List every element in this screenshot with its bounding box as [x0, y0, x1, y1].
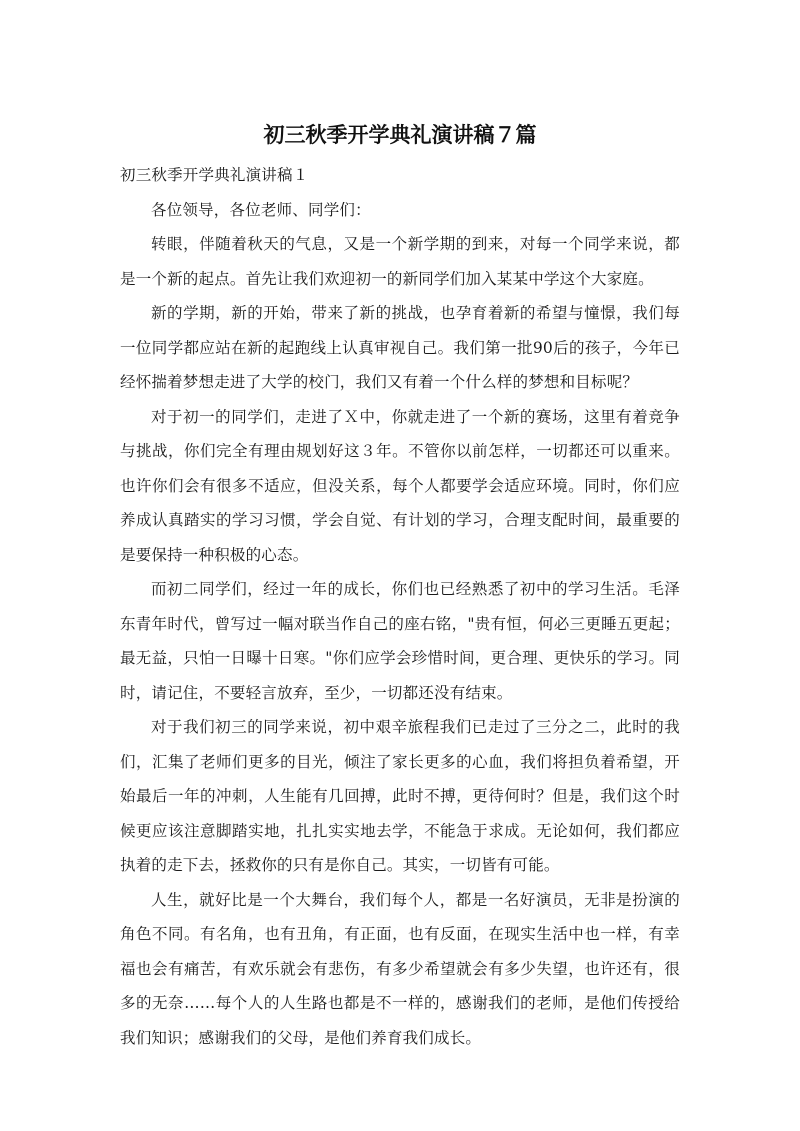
paragraph-greeting: 各位领导，各位老师、同学们： — [151, 200, 371, 219]
paragraph: 人生，就好比是一个大舞台，我们每个人，都是一名好演员，无非是扮演的角色不同。有名角，也有丑角，有正面，也有反面，在现实生活中也一样，有幸福也会有痛苦，有欢乐就会有悲伤，有多少希望就会有多少失望，也许还有，很多的无奈……每个人的人生路也都是不一样的，感谢我们的老师，是他们传授给我们知识；感谢我们的父母，是他们养育我们成长。 — [120, 890, 680, 1047]
paragraph: 新的学期，新的开始，带来了新的挑战，也孕育着新的希望与憧憬，我们每一位同学都应站在新的起跑线上认真审视自己。我们第一批90后的孩子，今年已经怀揣着梦想走进了大学的校门，我们又有着一个什么样的梦想和目标呢？ — [120, 304, 680, 391]
paragraph: 转眼，伴随着秋天的气息，又是一个新学期的到来，对每一个同学来说，都是一个新的起点。首先让我们欢迎初一的新同学们加入某某中学这个大家庭。 — [120, 235, 680, 288]
paragraph: 而初二同学们，经过一年的成长，你们也已经熟悉了初中的学习生活。毛泽东青年时代，曾写过一幅对联当作自己的座右铭，"贵有恒，何必三更睡五更起；最无益，只怕一日曝十日寒。"你们应学会珍惜时间，更合理、更快乐的学习。同时，请记住，不要轻言放弃，至少，一切都还没有结束。 — [120, 580, 680, 702]
paragraph: 对于我们初三的同学来说，初中艰辛旅程我们已走过了三分之二，此时的我们，汇集了老师们更多的目光，倾注了家长更多的心血，我们将担负着希望，开始最后一年的冲刺，人生能有几回搏，此时不搏，更待何时？但是，我们这个时候更应该注意脚踏实地，扎扎实实地去学，不能急于求成。无论如何，我们都应执着的走下去，拯救你的只有是你自己。其实，一切皆有可能。 — [120, 718, 680, 874]
section-heading: 初三秋季开学典礼演讲稿１ — [120, 166, 309, 184]
paragraph: 对于初一的同学们，走进了Ｘ中，你就走进了一个新的赛场，这里有着竞争与挑战，你们完全有理由规划好这３年。不管你以前怎样，一切都还可以重来。也许你们会有很多不适应，但没关系，每个人都要学会适应环境。同时，你们应养成认真踏实的学习习惯，学会自觉、有计划的学习，合理支配时间，最重要的是要保持一种积极的心态。 — [120, 407, 680, 564]
page-title: 初三秋季开学典礼演讲稿７篇 — [263, 123, 537, 147]
document-body — [120, 158, 680, 1055]
